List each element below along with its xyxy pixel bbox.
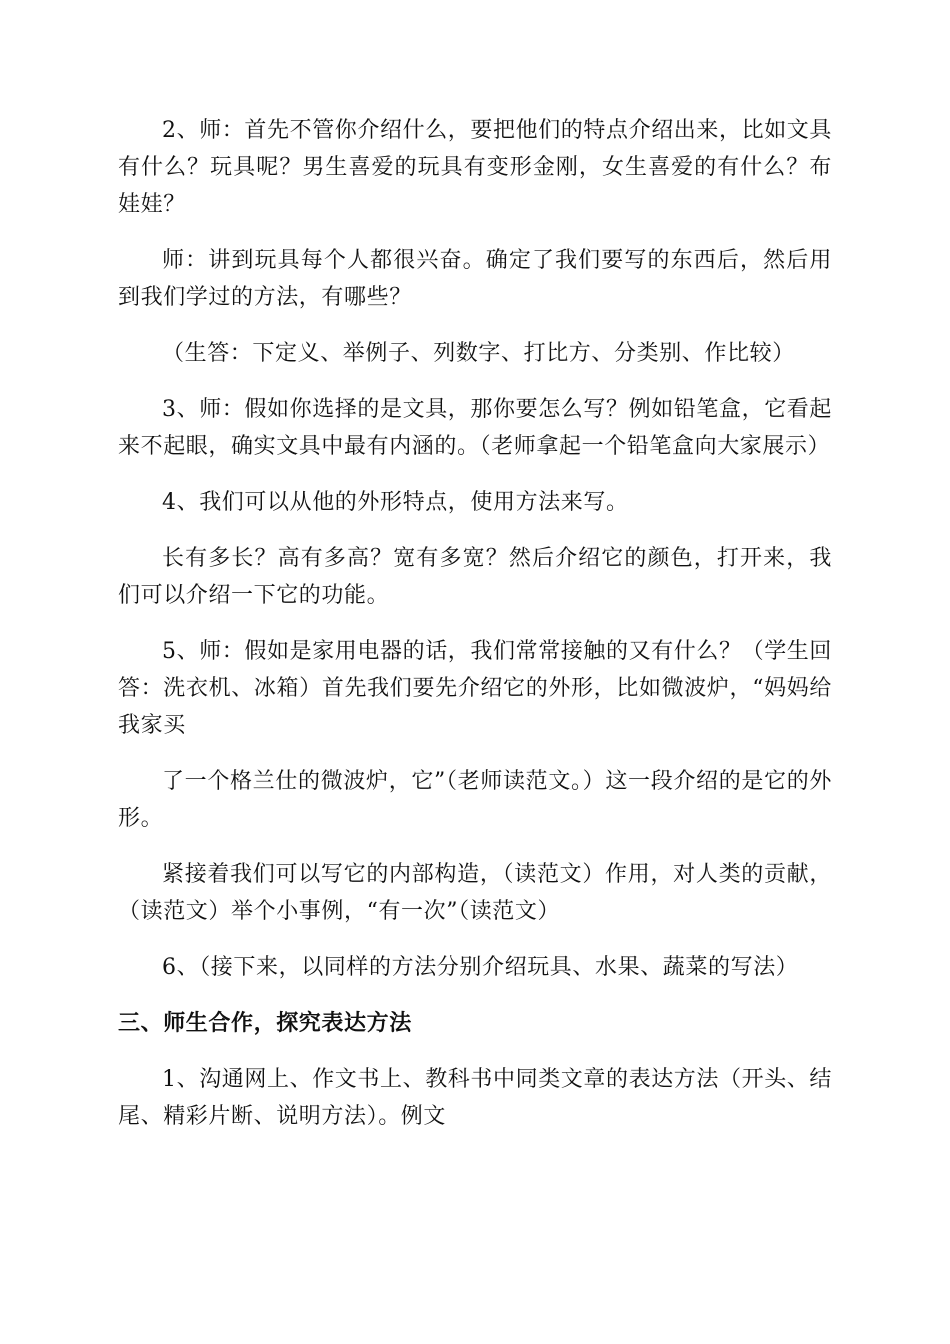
paragraph-item-4: 4、我们可以从他的外形特点，使用方法来写。: [162, 490, 629, 515]
paragraph-item-2: 2、师：首先不管你介绍什么，要把他们的特点介绍出来，比如文具有什么？玩具呢？男生喜爱的玩具有变形金刚，女生喜爱的有什么？布娃娃？: [118, 118, 832, 217]
paragraph-student-answer: （生答：下定义、举例子、列数字、打比方、分类别、作比较）: [162, 341, 795, 366]
paragraph-internal-structure: 紧接着我们可以写它的内部构造，（读范文）作用，对人类的贡献，（读范文）举个小事例，“有一次”（读范文）: [118, 862, 832, 924]
paragraph-dimensions: 长有多长？高有多高？宽有多宽？然后介绍它的颜色，打开来，我们可以介绍一下它的功能。: [118, 546, 832, 608]
paragraph-item-5: 5、师：假如是家用电器的话，我们常常接触的又有什么？（学生回答：洗衣机、冰箱）首先我们要先介绍它的外形，比如微波炉，“妈妈给我家买: [118, 639, 832, 738]
paragraph-section-item-1: 1、沟通网上、作文书上、教科书中同类文章的表达方法（开头、结尾、精彩片断、说明方法）。例文: [118, 1067, 832, 1129]
paragraph-microwave: 了一个格兰仕的微波炉，它”（老师读范文。）这一段介绍的是它的外形。: [118, 769, 832, 831]
paragraph-teacher-toys: 师：讲到玩具每个人都很兴奋。确定了我们要写的东西后，然后用到我们学过的方法，有哪些？: [118, 248, 832, 310]
section-heading: 三、师生合作，探究表达方法: [118, 1011, 412, 1036]
paragraph-item-6: 6、（接下来，以同样的方法分别介绍玩具、水果、蔬菜的写法）: [162, 955, 799, 980]
paragraph-item-3: 3、师：假如你选择的是文具，那你要怎么写？例如铅笔盒，它看起来不起眼，确实文具中最有内涵的。（老师拿起一个铅笔盒向大家展示）: [118, 397, 832, 459]
